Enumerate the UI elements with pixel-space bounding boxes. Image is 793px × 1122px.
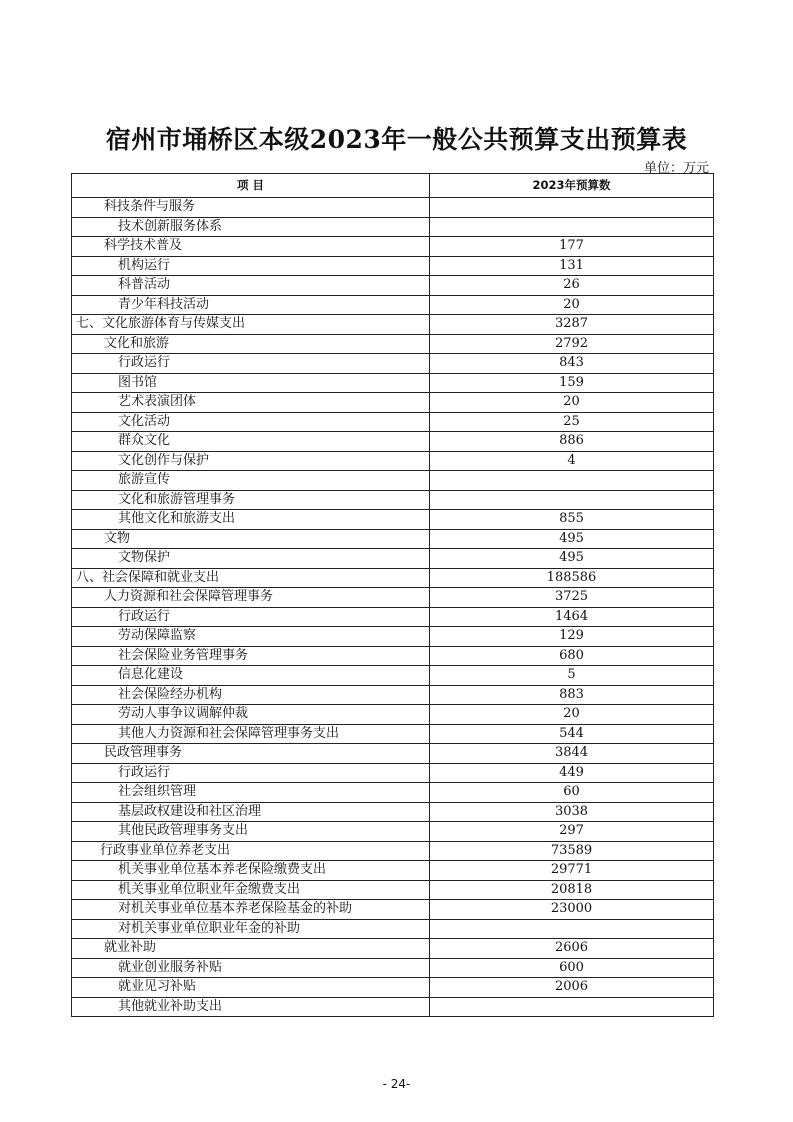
item-name: 文化和旅游管理事务 (72, 490, 430, 510)
item-name: 科普活动 (72, 276, 430, 296)
item-name: 劳动人事争议调解仲裁 (72, 705, 430, 725)
item-name: 机关事业单位基本养老保险缴费支出 (72, 861, 430, 881)
item-name: 行政运行 (72, 763, 430, 783)
budget-value: 60 (430, 783, 714, 803)
budget-value: 855 (430, 510, 714, 530)
item-name: 就业创业服务补贴 (72, 958, 430, 978)
table-row (72, 451, 714, 471)
budget-value (430, 919, 714, 939)
table-row (72, 393, 714, 413)
item-name: 艺术表演团体 (72, 393, 430, 413)
budget-value: 131 (430, 256, 714, 276)
table-row (72, 276, 714, 296)
budget-value: 2606 (430, 939, 714, 959)
table-row (72, 802, 714, 822)
budget-value: 20 (430, 295, 714, 315)
item-name: 就业补助 (72, 939, 430, 959)
budget-value: 297 (430, 822, 714, 842)
table-row (72, 529, 714, 549)
table-row (72, 880, 714, 900)
table-row (72, 295, 714, 315)
item-name: 其他人力资源和社会保障管理事务支出 (72, 724, 430, 744)
budget-value: 25 (430, 412, 714, 432)
table-row (72, 315, 714, 335)
item-name: 行政事业单位养老支出 (72, 841, 430, 861)
budget-value: 3844 (430, 744, 714, 764)
table-row (72, 783, 714, 803)
budget-value (430, 217, 714, 237)
item-name: 对机关事业单位职业年金的补助 (72, 919, 430, 939)
budget-value (430, 997, 714, 1017)
item-name: 文化和旅游 (72, 334, 430, 354)
item-name: 劳动保障监察 (72, 627, 430, 647)
budget-value (430, 490, 714, 510)
budget-value: 886 (430, 432, 714, 452)
item-name: 对机关事业单位基本养老保险基金的补助 (72, 900, 430, 920)
table-row (72, 354, 714, 374)
budget-value: 5 (430, 666, 714, 686)
table-row (72, 939, 714, 959)
item-name: 社会保险业务管理事务 (72, 646, 430, 666)
table-row (72, 958, 714, 978)
table-row (72, 978, 714, 998)
item-name: 机构运行 (72, 256, 430, 276)
table-row (72, 490, 714, 510)
item-name: 社会保险经办机构 (72, 685, 430, 705)
budget-value: 600 (430, 958, 714, 978)
table-row (72, 256, 714, 276)
budget-value: 20 (430, 393, 714, 413)
table-row (72, 900, 714, 920)
budget-value: 495 (430, 529, 714, 549)
budget-value: 3287 (430, 315, 714, 335)
table-row (72, 666, 714, 686)
header-budget: 2023年预算数 (430, 174, 714, 198)
item-name: 文物 (72, 529, 430, 549)
budget-value: 23000 (430, 900, 714, 920)
item-name: 其他就业补助支出 (72, 997, 430, 1017)
budget-value: 843 (430, 354, 714, 374)
item-name: 科技条件与服务 (72, 198, 430, 218)
budget-value: 188586 (430, 568, 714, 588)
budget-value: 2792 (430, 334, 714, 354)
item-name: 科学技术普及 (72, 237, 430, 257)
budget-value: 449 (430, 763, 714, 783)
page-number: - 24- (382, 1077, 411, 1091)
item-name: 文化活动 (72, 412, 430, 432)
table-row (72, 549, 714, 569)
budget-value: 883 (430, 685, 714, 705)
budget-value: 159 (430, 373, 714, 393)
table-row (72, 744, 714, 764)
budget-table (71, 173, 714, 1017)
table-row (72, 373, 714, 393)
item-name: 群众文化 (72, 432, 430, 452)
table-row (72, 334, 714, 354)
item-name: 机关事业单位职业年金缴费支出 (72, 880, 430, 900)
budget-value: 680 (430, 646, 714, 666)
item-name: 七、文化旅游体育与传媒支出 (72, 315, 430, 335)
table-row (72, 705, 714, 725)
budget-value: 20818 (430, 880, 714, 900)
budget-value: 3038 (430, 802, 714, 822)
table-row (72, 432, 714, 452)
table-row (72, 861, 714, 881)
budget-value: 177 (430, 237, 714, 257)
budget-value (430, 471, 714, 491)
item-name: 八、社会保障和就业支出 (72, 568, 430, 588)
unit-label: 单位：万元 (643, 161, 709, 176)
item-name: 其他文化和旅游支出 (72, 510, 430, 530)
item-name: 行政运行 (72, 354, 430, 374)
budget-value: 1464 (430, 607, 714, 627)
item-name: 文化创作与保护 (72, 451, 430, 471)
table-row (72, 510, 714, 530)
budget-value: 4 (430, 451, 714, 471)
budget-value: 2006 (430, 978, 714, 998)
item-name: 文物保护 (72, 549, 430, 569)
table-row (72, 412, 714, 432)
budget-value: 544 (430, 724, 714, 744)
budget-value: 129 (430, 627, 714, 647)
table-row (72, 627, 714, 647)
budget-value: 29771 (430, 861, 714, 881)
table-row (72, 568, 714, 588)
item-name: 民政管理事务 (72, 744, 430, 764)
table-row (72, 841, 714, 861)
item-name: 技术创新服务体系 (72, 217, 430, 237)
item-name: 就业见习补贴 (72, 978, 430, 998)
table-row (72, 588, 714, 608)
budget-value: 3725 (430, 588, 714, 608)
table-row (72, 724, 714, 744)
item-name: 人力资源和社会保障管理事务 (72, 588, 430, 608)
item-name: 社会组织管理 (72, 783, 430, 803)
budget-value: 20 (430, 705, 714, 725)
page-title: 宿州市埇桥区本级2023年一般公共预算支出预算表 (105, 125, 688, 154)
budget-value: 495 (430, 549, 714, 569)
item-name: 其他民政管理事务支出 (72, 822, 430, 842)
item-name: 青少年科技活动 (72, 295, 430, 315)
budget-value (430, 198, 714, 218)
item-name: 旅游宣传 (72, 471, 430, 491)
table-row (72, 822, 714, 842)
table-header-row (72, 174, 714, 198)
item-name: 行政运行 (72, 607, 430, 627)
table-row (72, 198, 714, 218)
header-item: 项 目 (72, 174, 430, 198)
table-row (72, 607, 714, 627)
budget-value: 73589 (430, 841, 714, 861)
item-name: 图书馆 (72, 373, 430, 393)
item-name: 信息化建设 (72, 666, 430, 686)
table-row (72, 685, 714, 705)
table-row (72, 646, 714, 666)
budget-value: 26 (430, 276, 714, 296)
item-name: 基层政权建设和社区治理 (72, 802, 430, 822)
table-row (72, 919, 714, 939)
table-row (72, 997, 714, 1017)
table-row (72, 237, 714, 257)
table-row (72, 763, 714, 783)
table-row (72, 217, 714, 237)
table-row (72, 471, 714, 491)
